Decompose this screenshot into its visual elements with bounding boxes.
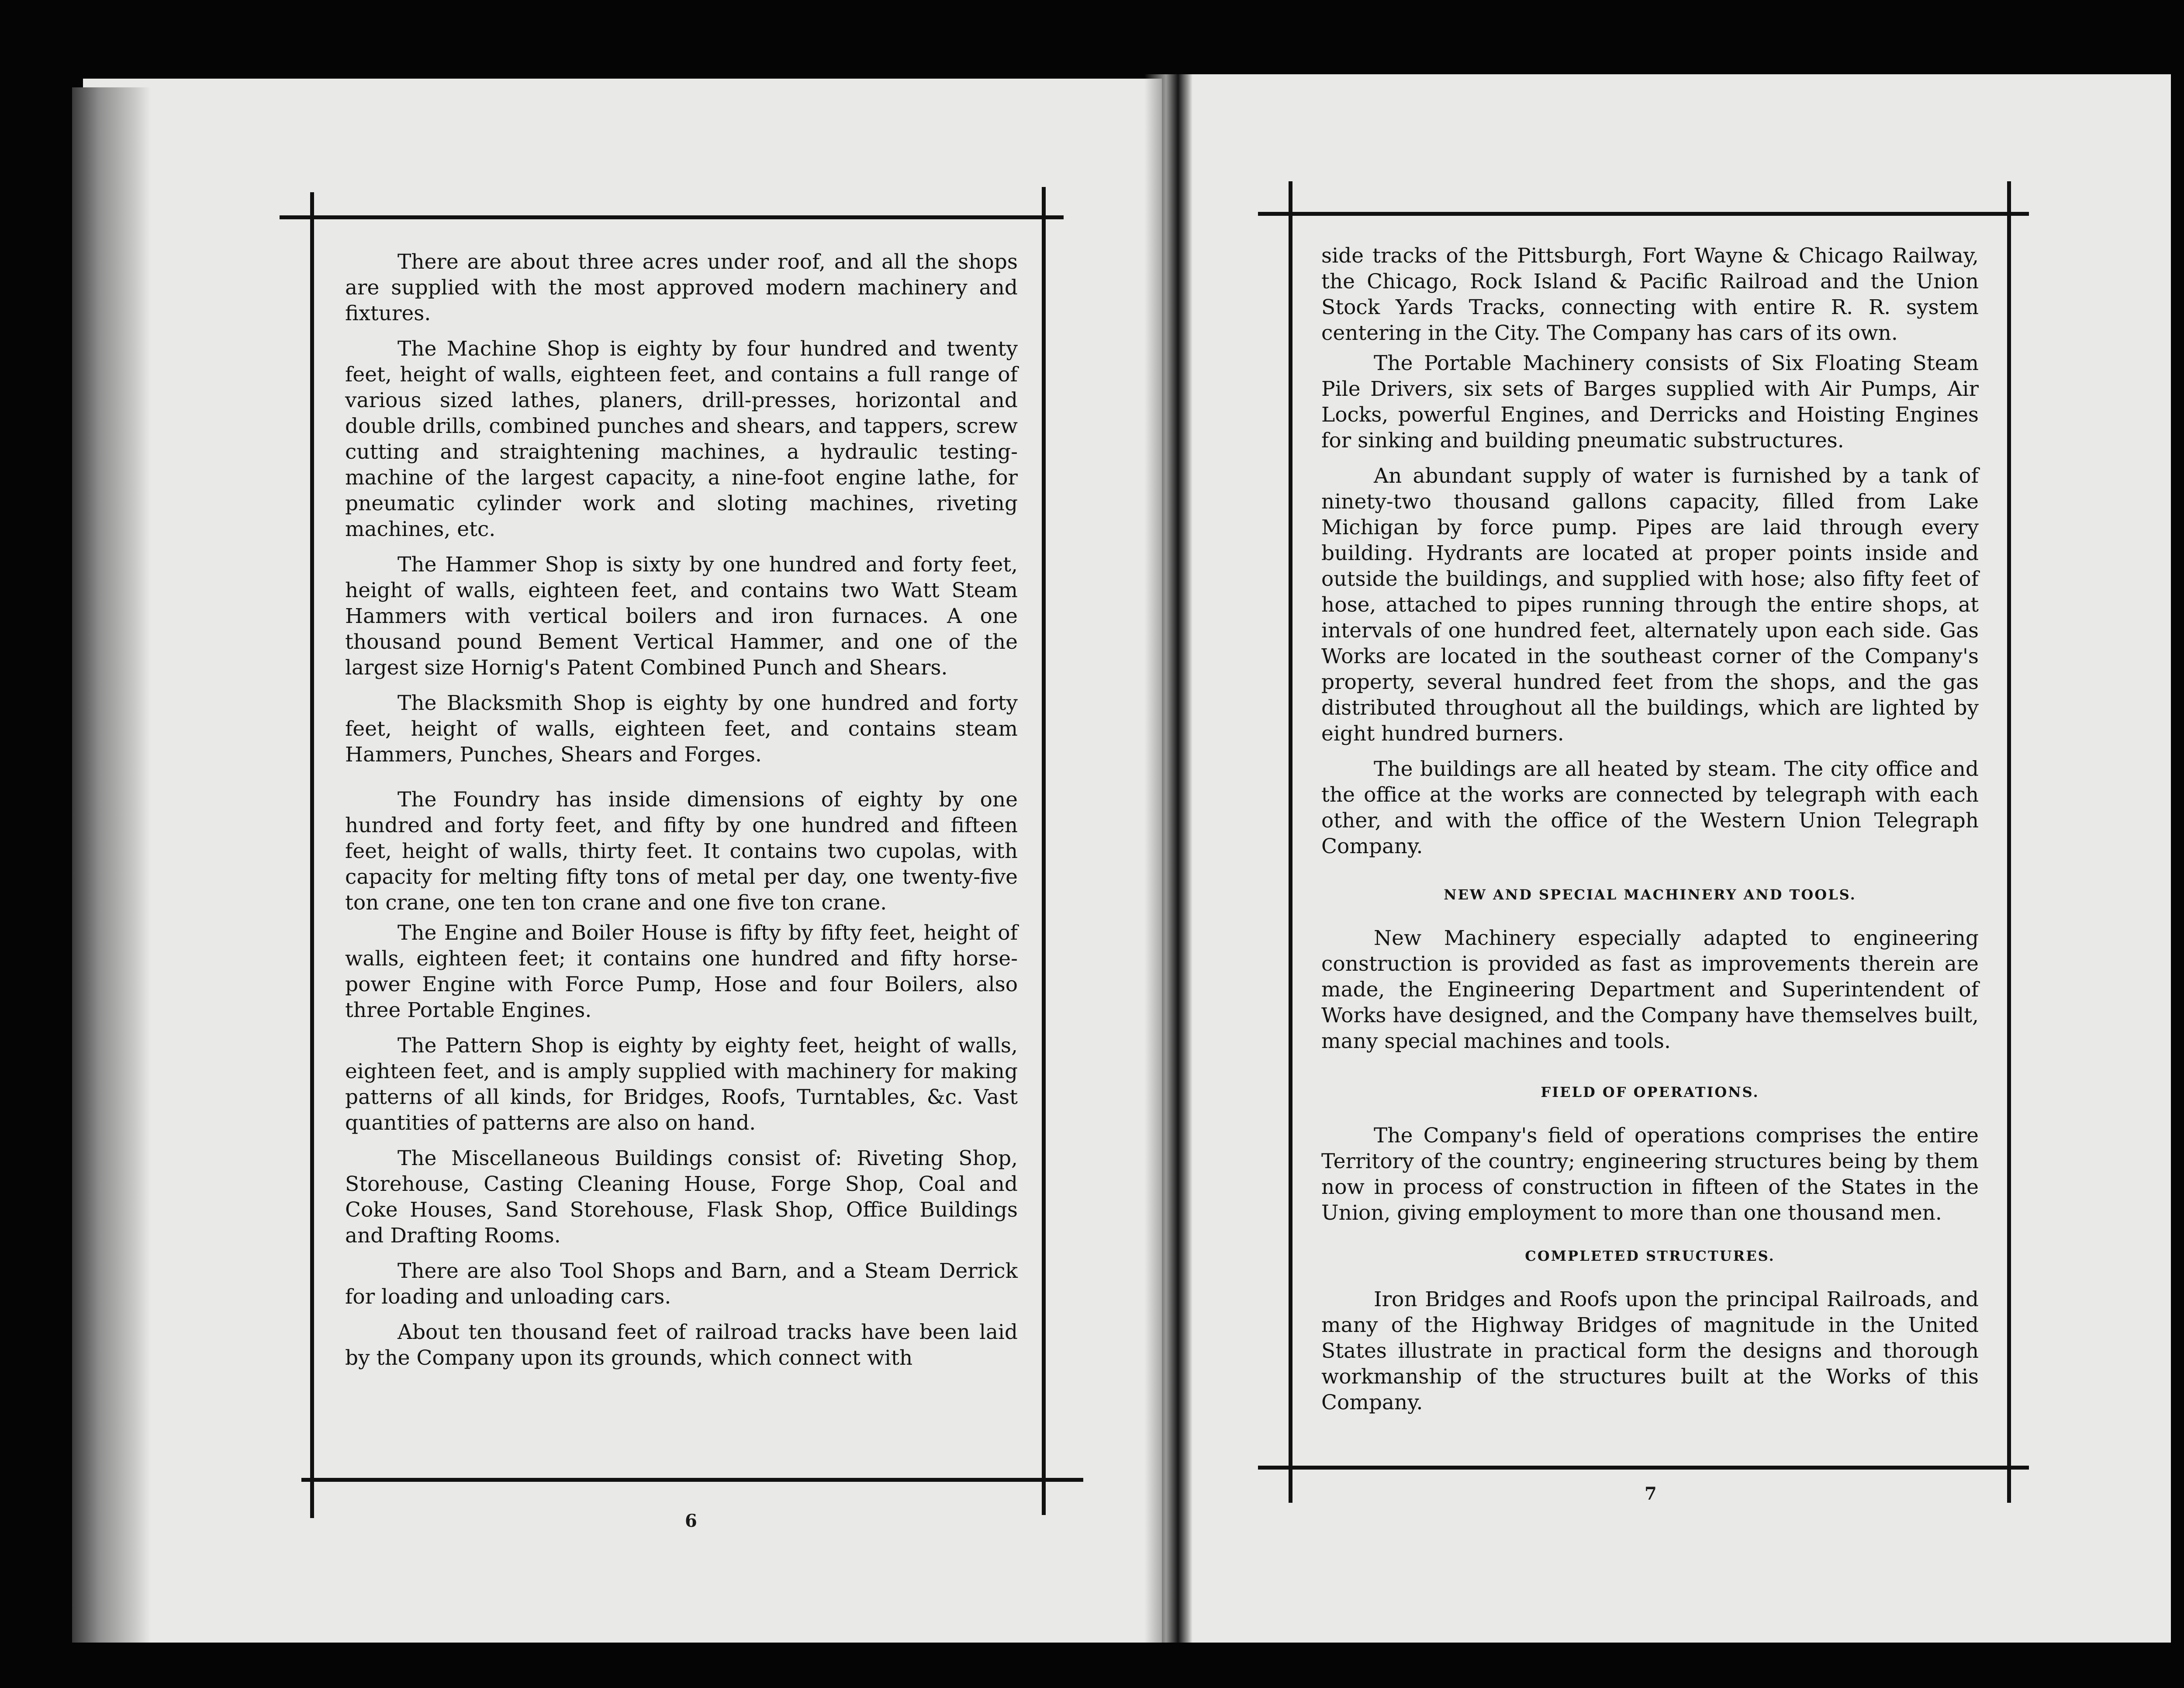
left-frame-top-rule	[280, 215, 1064, 219]
left-frame-right-rule	[1042, 187, 1046, 1515]
paragraph-new-machinery: New Machinery especially adapted to engineering construction is provided as fast as improvements therein are made, the Engineering Department and Superintendent of Works have designed, and the Company have themselves built, many special machines and tools.	[1321, 926, 1979, 1053]
left-frame-bottom-rule	[301, 1478, 1083, 1482]
paragraph-railroad-tracks: About ten thousand feet of railroad tracks have been laid by the Company upon its grounds, which connect with	[345, 1320, 1018, 1370]
right-page-text	[1321, 243, 1979, 1425]
paragraph-blacksmith-shop: The Blacksmith Shop is eighty by one hundred and forty feet, height of walls, eighteen feet, and contains steam Hammers, Punches, Shears and Forges.	[345, 691, 1018, 767]
paragraph-roof: There are about three acres under roof, and all the shops are supplied with the most approved modern machinery and fixtures.	[345, 250, 1018, 325]
right-frame-right-rule	[2007, 181, 2011, 1503]
paragraph-foundry: The Foundry has inside dimensions of eighty by one hundred and forty feet, and fifty by one hundred and fifteen feet, height of walls, thirty feet. It contains two cupolas, with capacity for melting fifty tons of metal per day, one twenty-five ton crane, one ten ton crane and one five ton crane.	[345, 788, 1018, 915]
paragraph-hammer-shop: The Hammer Shop is sixty by one hundred and forty feet, height of walls, eighteen feet, and contains two Watt Steam Hammers with vertical boilers and iron furnaces. A one thousand pound Bement Vertical Hammer, and one of the largest size Hornig's Patent Combined Punch and Shears.	[345, 553, 1018, 680]
paragraph-side-tracks: side tracks of the Pittsburgh, Fort Wayne & Chicago Railway, the Chicago, Rock Island & Pacific Railroad and the Union Stock Yards Tracks, connecting with entire R. R. system centering in the City. The Company has cars of its own.	[1321, 244, 1979, 345]
paragraph-portable-machinery: The Portable Machinery consists of Six Floating Steam Pile Drivers, six sets of Barges supplied with Air Pumps, Air Locks, powerful Engines, and Derricks and Hoisting Engines for sinking and building pneumatic substructures.	[1321, 351, 1979, 453]
paragraph-field-of-operations: The Company's field of operations comprises the entire Territory of the country; engineering structures being by them now in process of construction in fifteen of the States in the Union, giving employment to more than one thousand men.	[1321, 1124, 1979, 1225]
paragraph-engine-house: The Engine and Boiler House is fifty by fifty feet, height of walls, eighteen feet; it contains one hundred and fifty horse-power Engine with Force Pump, Hose and four Boilers, also three Portable Engines.	[345, 921, 1018, 1022]
paragraph-water-supply: An abundant supply of water is furnished by a tank of ninety-two thousand gallons capacity, filled from Lake Michigan by force pump. Pipes are laid through every building. Hydrants are located at proper points inside and outside the buildings, and supplied with hose; also fifty feet of hose, attached to pipes running through the entire shops, at intervals of one hundred feet, alternately upon each side. Gas Works are located in the southeast corner of the Company's property, several hundred feet from the shops, and the gas distributed throughout all the buildings, which are lighted by eight hundred burners.	[1321, 464, 1979, 746]
paragraph-completed-structures: Iron Bridges and Roofs upon the principal Railroads, and many of the Highway Bridges of magnitude in the United States illustrate in practical form the designs and thorough workmanship of the structures built at the Works of this Company.	[1321, 1287, 1979, 1415]
left-frame-left-rule	[310, 192, 314, 1518]
heading-machinery-tools: NEW AND SPECIAL MACHINERY AND TOOLS.	[1444, 886, 1856, 903]
right-frame-bottom-rule	[1258, 1466, 2029, 1470]
left-page-text	[345, 249, 1018, 1380]
book-gutter	[1144, 74, 1192, 1643]
book-edge-shadow	[72, 87, 151, 1643]
heading-field-of-operations: FIELD OF OPERATIONS.	[1541, 1084, 1759, 1100]
paragraph-pattern-shop: The Pattern Shop is eighty by eighty feet, height of walls, eighteen feet, and is amply supplied with machinery for making patterns of all kinds, for Bridges, Roofs, Turntables, &c. Vast quantities of patterns are also on hand.	[345, 1034, 1018, 1135]
paragraph-tool-shops: There are also Tool Shops and Barn, and a Steam Derrick for loading and unloading cars.	[345, 1259, 1018, 1309]
paragraph-miscellaneous-buildings: The Miscellaneous Buildings consist of: Riveting Shop, Storehouse, Casting Cleaning House, Forge Shop, Coal and Coke Houses, Sand Storehouse, Flask Shop, Office Buildings and Drafting Rooms.	[345, 1146, 1018, 1248]
paragraph-heating: The buildings are all heated by steam. The city office and the office at the works are connected by telegraph with each other, and with the office of the Western Union Telegraph Company.	[1321, 757, 1979, 858]
heading-completed-structures: COMPLETED STRUCTURES.	[1525, 1248, 1775, 1264]
paragraph-machine-shop: The Machine Shop is eighty by four hundred and twenty feet, height of walls, eighteen feet, and contains a full range of various sized lathes, planers, drill-presses, horizontal and double drills, combined punches and shears, and tappers, screw cutting and straightening machines, a hydraulic testing-machine of the largest capacity, a nine-foot engine lathe, for pneumatic cylinder work and sloting machines, riveting machines, etc.	[345, 337, 1018, 541]
page-number-right: 7	[1645, 1484, 1657, 1504]
page-number-left: 6	[685, 1511, 697, 1531]
right-frame-left-rule	[1289, 181, 1292, 1503]
right-frame-top-rule	[1258, 212, 2029, 216]
